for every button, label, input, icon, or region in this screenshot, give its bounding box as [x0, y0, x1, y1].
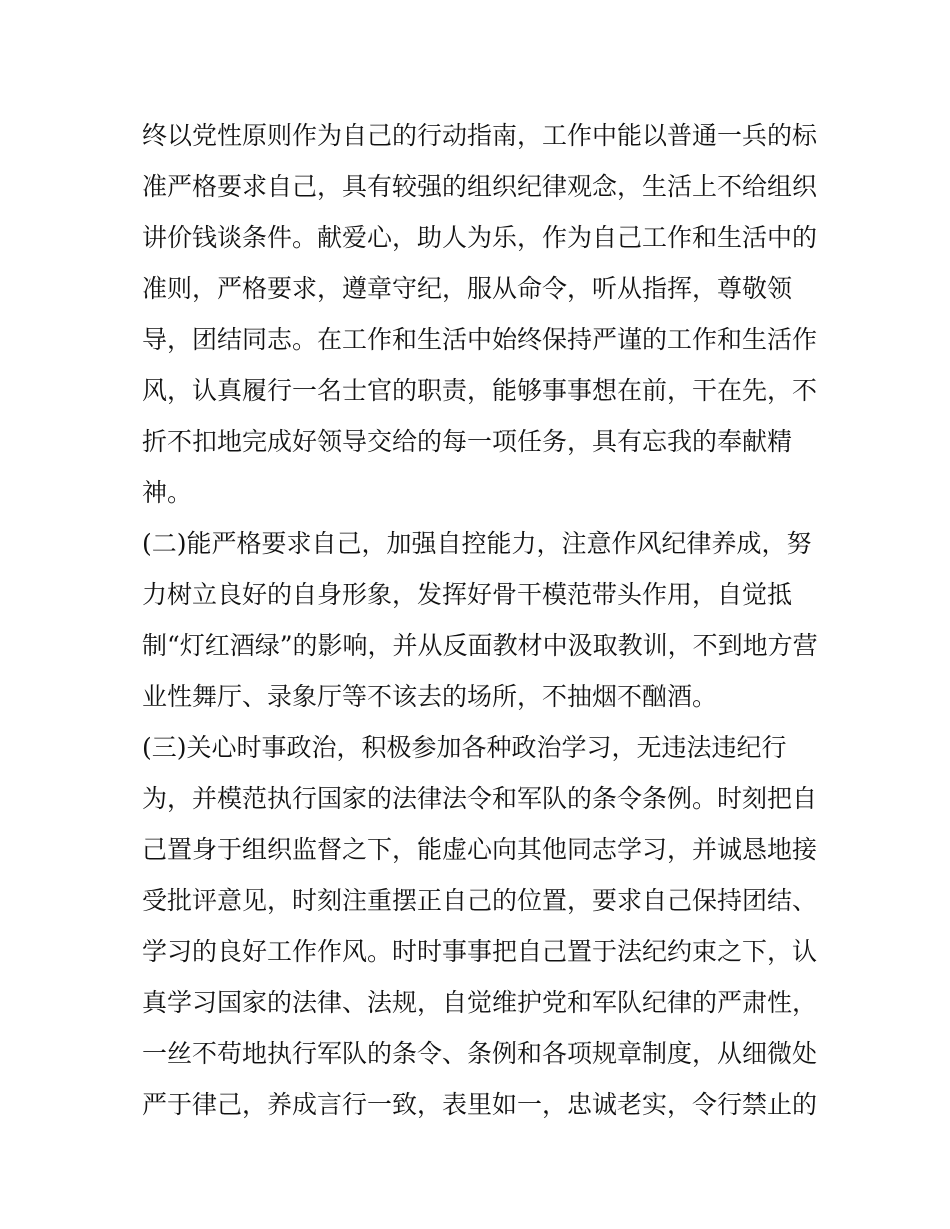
text-line: 折不扣地完成好领导交给的每一项任务，具有忘我的奉献精	[142, 427, 793, 456]
text-line: 讲价钱谈条件。献爱心，助人为乐，作为自己工作和生活中的	[142, 223, 818, 252]
text-line: 业性舞厅、录象厅等不该去的场所，不抽烟不酗酒。	[142, 682, 718, 711]
text-line: 制“灯红酒绿”的影响，并从反面教材中汲取教训，不到地方营	[142, 631, 818, 660]
body-text	[142, 110, 832, 1130]
text-line: (三)关心时事政治，积极参加各种政治学习，无违法违纪行	[142, 733, 787, 762]
text-line: 为，并模范执行国家的法律法令和军队的条令条例。时刻把自	[142, 784, 818, 813]
text-line: 准则，严格要求，遵章守纪，服从命令，听从指挥，尊敬领	[142, 274, 793, 303]
text-line: 己置身于组织监督之下，能虚心向其他同志学习，并诚恳地接	[142, 835, 818, 864]
text-line: 准严格要求自己，具有较强的组织纪律观念，生活上不给组织	[142, 172, 818, 201]
text-line: 终以党性原则作为自己的行动指南，工作中能以普通一兵的标	[142, 121, 818, 150]
text-line: (二)能严格要求自己，加强自控能力，注意作风纪律养成，努	[142, 529, 812, 558]
text-line: 真学习国家的法律、法规，自觉维护党和军队纪律的严肃性，	[142, 988, 818, 1017]
text-line: 严于律己，养成言行一致，表里如一，忠诚老实，令行禁止的	[142, 1090, 818, 1119]
text-line: 风，认真履行一名士官的职责，能够事事想在前，干在先，不	[142, 376, 818, 405]
text-line: 学习的良好工作作风。时时事事把自己置于法纪约束之下，认	[142, 937, 818, 966]
text-line: 一丝不苟地执行军队的条令、条例和各项规章制度，从细微处	[142, 1039, 818, 1068]
text-line: 导，团结同志。在工作和生活中始终保持严谨的工作和生活作	[142, 325, 818, 354]
text-line: 神。	[142, 478, 193, 507]
text-line: 力树立良好的自身形象，发挥好骨干模范带头作用，自觉抵	[142, 580, 793, 609]
text-line: 受批评意见，时刻注重摆正自己的位置，要求自己保持团结、	[142, 886, 818, 915]
